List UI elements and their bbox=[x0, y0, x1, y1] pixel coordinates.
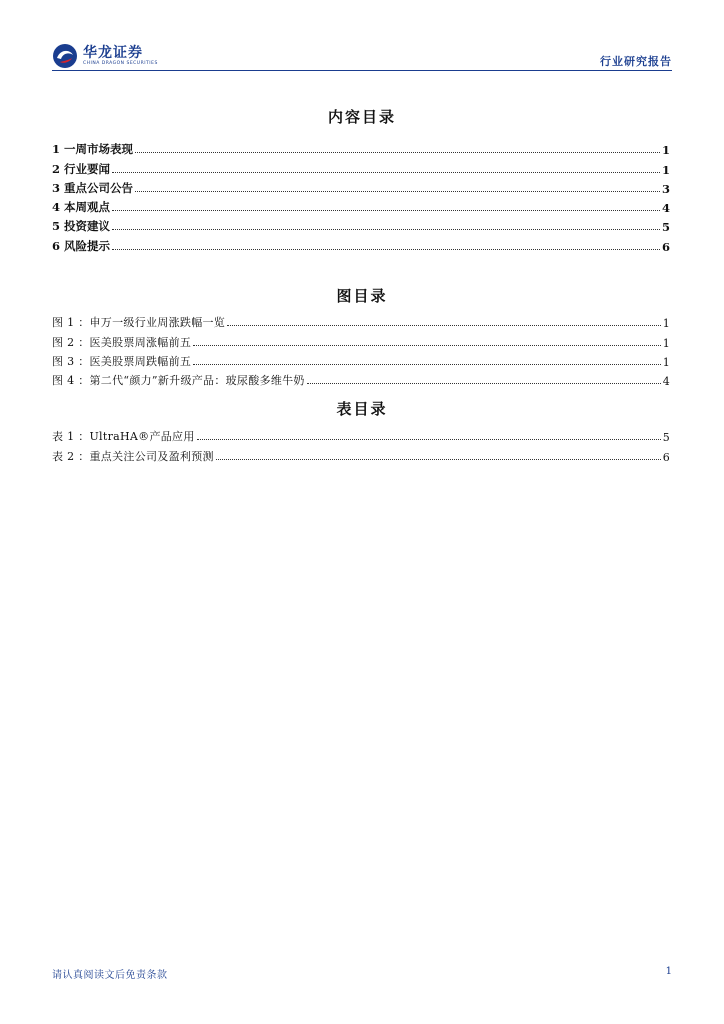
table-entry[interactable] bbox=[52, 444, 670, 463]
toc-entry-page: 3 bbox=[661, 181, 670, 196]
dot-leader bbox=[135, 151, 660, 153]
logo-chinese-name: 华龙证券 bbox=[83, 44, 143, 61]
figure-entry[interactable] bbox=[52, 311, 670, 330]
table-entry-page: 6 bbox=[662, 450, 670, 464]
toc-entry[interactable] bbox=[52, 177, 670, 196]
logo-english-name: CHINA DRAGON SECURITIES bbox=[83, 60, 158, 66]
dot-leader bbox=[193, 363, 660, 365]
figure-entry-page: 1 bbox=[662, 355, 670, 369]
toc-entry-label: 3 重点公司公告 bbox=[52, 180, 134, 195]
toc-entry-label: 5 投资建议 bbox=[52, 219, 111, 234]
toc-entry[interactable] bbox=[52, 157, 670, 176]
contents-list bbox=[52, 138, 670, 254]
dot-leader bbox=[197, 438, 661, 440]
toc-entry[interactable] bbox=[52, 196, 670, 215]
dragon-logo-icon bbox=[52, 43, 78, 69]
figure-entry-label: 图 1 ：申万一级行业周涨跌幅一览 bbox=[52, 316, 226, 330]
table-entry-label: 表 1 ：UltraHA®产品应用 bbox=[52, 430, 195, 444]
figure-entry-page: 4 bbox=[662, 375, 670, 389]
figure-entry-label: 图 2 ：医美股票周涨幅前五 bbox=[52, 335, 192, 349]
toc-entry-page: 1 bbox=[661, 162, 670, 177]
table-entry-page: 5 bbox=[662, 431, 670, 445]
dot-leader bbox=[112, 228, 660, 230]
toc-entry[interactable] bbox=[52, 215, 670, 234]
figure-entry-page: 1 bbox=[662, 317, 670, 331]
toc-entry[interactable] bbox=[52, 138, 670, 157]
table-entry[interactable] bbox=[52, 425, 670, 444]
dot-leader bbox=[112, 209, 660, 211]
figure-entry-label: 图 3 ：医美股票周跌幅前五 bbox=[52, 354, 192, 368]
tables-title: 表目录 bbox=[336, 400, 388, 418]
toc-entry-label: 6 风险提示 bbox=[52, 238, 111, 253]
figure-entry-page: 1 bbox=[662, 336, 670, 350]
dot-leader bbox=[112, 248, 660, 250]
dot-leader bbox=[227, 324, 661, 326]
disclaimer-note: 请认真阅读文后免责条款 bbox=[52, 970, 168, 981]
report-type-label: 行业研究报告 bbox=[600, 55, 672, 68]
figure-entry[interactable] bbox=[52, 369, 670, 388]
toc-entry-label: 2 行业要闻 bbox=[52, 161, 111, 176]
header-divider bbox=[52, 70, 672, 71]
toc-entry-page: 4 bbox=[661, 201, 670, 216]
dot-leader bbox=[112, 171, 660, 173]
page-header bbox=[52, 38, 672, 72]
toc-entry[interactable] bbox=[52, 234, 670, 253]
toc-entry-page: 6 bbox=[661, 239, 670, 254]
toc-entry-page: 1 bbox=[661, 143, 670, 158]
toc-entry-page: 5 bbox=[661, 220, 670, 235]
dot-leader bbox=[135, 190, 660, 192]
page-number: 1 bbox=[665, 966, 672, 977]
figure-entry[interactable] bbox=[52, 350, 670, 369]
dot-leader bbox=[216, 458, 661, 460]
figures-title: 图目录 bbox=[336, 287, 388, 305]
figure-entry-label: 图 4 ：第二代“颜力”新升级产品：玻尿酸多维牛奶 bbox=[52, 374, 305, 388]
toc-entry-label: 1 一周市场表现 bbox=[52, 142, 134, 157]
tables-list bbox=[52, 425, 670, 464]
dot-leader bbox=[307, 382, 661, 384]
contents-title: 内容目录 bbox=[327, 108, 396, 126]
toc-entry-label: 4 本周观点 bbox=[52, 200, 111, 215]
dot-leader bbox=[193, 344, 660, 346]
table-entry-label: 表 2 ：重点关注公司及盈利预测 bbox=[52, 449, 214, 463]
company-logo bbox=[52, 42, 158, 70]
figure-entry[interactable] bbox=[52, 330, 670, 349]
figures-list bbox=[52, 311, 670, 388]
